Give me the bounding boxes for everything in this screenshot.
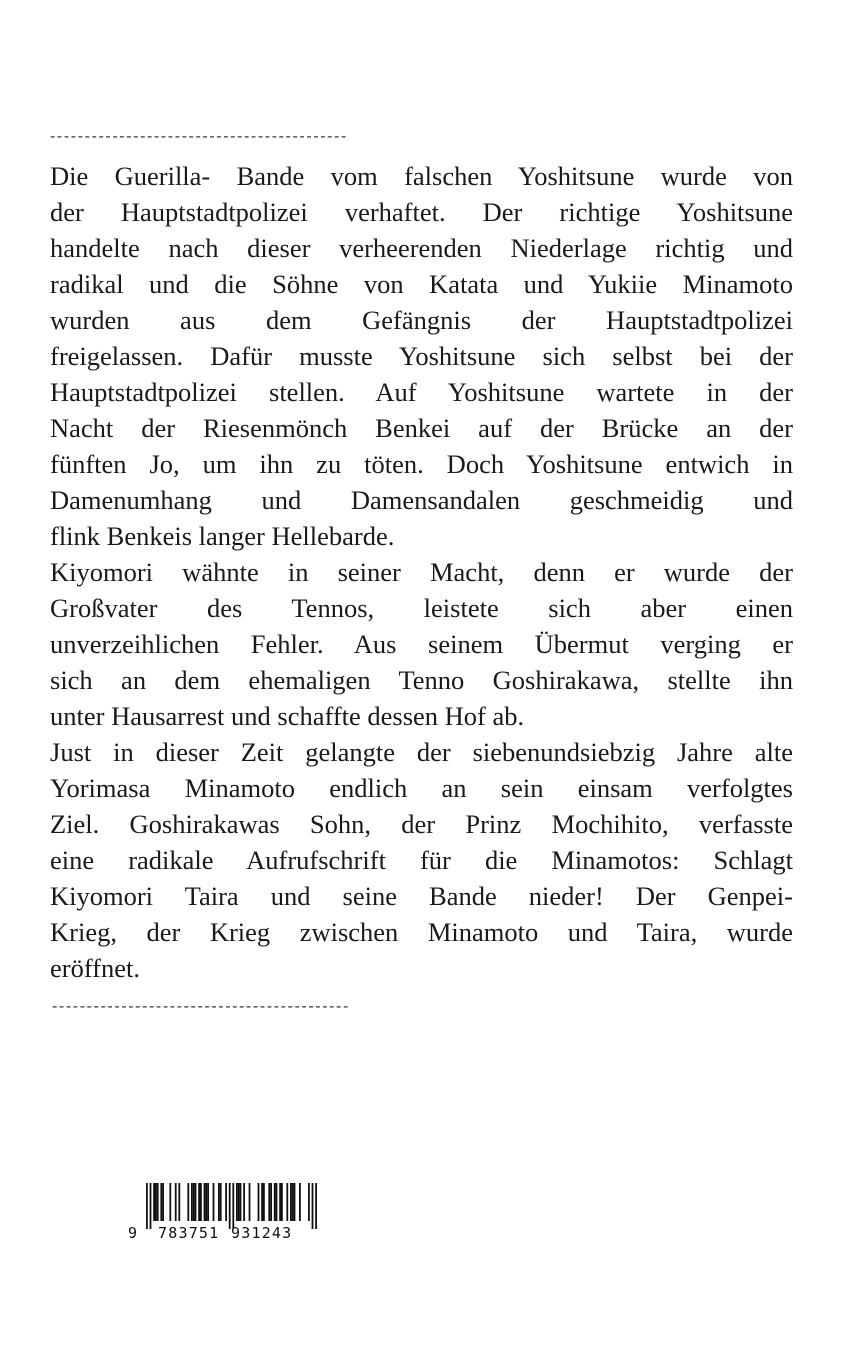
barcode-bar: [225, 1183, 227, 1221]
barcode-bar: [315, 1183, 317, 1229]
barcode-bar: [286, 1183, 288, 1221]
text-line: unter Hausarrest und schaffte dessen Hof ab.: [50, 701, 525, 731]
text-line: flink Benkeis langer Hellebarde.: [50, 521, 395, 551]
barcode-bar: [261, 1183, 263, 1221]
text-line: handelte nach dieser verheerenden Niederlage richtig und: [50, 233, 793, 263]
barcode-bar: [187, 1183, 189, 1221]
text-line: Die Guerilla- Bande vom falschen Yoshitsune wurde von: [50, 161, 793, 191]
text-line: Kiyomori Taira und seine Bande nieder! Der Genpei-: [50, 881, 793, 911]
barcode-bar: [162, 1183, 164, 1221]
text-line: Kiyomori wähnte in seiner Macht, denn er wurde der: [50, 557, 793, 587]
text-line: der Hauptstadtpolizei verhaftet. Der richtige Yoshitsune: [50, 197, 793, 227]
top-separator: -------------------------------------------: [50, 128, 348, 145]
text-line: Krieg, der Krieg zwischen Minamoto und Taira, wurde: [50, 917, 793, 947]
barcode-right-digits: 931243: [231, 1224, 293, 1242]
text-line: unverzeihlichen Fehler. Aus seinem Übermut verging er: [50, 629, 793, 659]
barcode-left-digits: 783751: [158, 1224, 220, 1242]
barcode-bar: [274, 1183, 276, 1221]
barcode-bar: [276, 1183, 278, 1221]
text-line: wurden aus dem Gefängnis der Hauptstadtpolizei: [50, 305, 793, 335]
barcode-bar: [270, 1183, 272, 1221]
barcode-bar: [279, 1183, 281, 1221]
barcode-bar: [268, 1183, 270, 1221]
text-line: eine radikale Aufrufschrift für die Minamotos: Schlagt: [50, 845, 793, 875]
text-line: Ziel. Goshirakawas Sohn, der Prinz Mochihito, verfasste: [50, 809, 793, 839]
text-line: Großvater des Tennos, leistete sich aber einen: [50, 593, 793, 623]
barcode-bar: [193, 1183, 195, 1221]
barcode-bar: [240, 1183, 242, 1221]
text-line: sich an dem ehemaligen Tenno Goshirakawa, stellte ihn: [50, 665, 793, 695]
barcode-bar: [150, 1183, 152, 1229]
barcode-first-digit: 9: [128, 1224, 139, 1242]
barcode-bar: [207, 1183, 209, 1221]
barcode-bar: [243, 1183, 245, 1221]
barcode-bar: [236, 1183, 238, 1221]
text-line: freigelassen. Dafür musste Yoshitsune sich selbst bei der: [50, 341, 793, 371]
barcode-bar: [213, 1183, 215, 1221]
barcode-bar: [232, 1183, 234, 1229]
barcode-bar: [218, 1183, 220, 1221]
text-line: Nacht der Riesenmönch Benkei auf der Brücke an der: [50, 413, 793, 443]
barcode-bar: [205, 1183, 207, 1221]
barcode-bar: [195, 1183, 197, 1221]
barcode-bar: [198, 1183, 200, 1221]
barcode-bar: [160, 1183, 162, 1221]
barcode-bar: [220, 1183, 222, 1221]
text-line: Yorimasa Minamoto endlich an sein einsam verfolgtes: [50, 773, 793, 803]
text-line: Just in dieser Zeit gelangte der siebenundsiebzig Jahre alte: [50, 737, 793, 767]
text-line: radikal und die Söhne von Katata und Yukiie Minamoto: [50, 269, 793, 299]
barcode-bar: [157, 1183, 159, 1221]
barcode-bar: [290, 1183, 292, 1221]
barcode-bar: [238, 1183, 240, 1221]
barcode-bar: [292, 1183, 294, 1221]
barcode-bar: [204, 1183, 206, 1221]
barcode-bar: [258, 1183, 260, 1221]
barcode-bar: [229, 1183, 231, 1229]
barcode-bar: [153, 1183, 155, 1221]
bottom-separator: -------------------------------------------: [52, 998, 350, 1015]
barcode-bar: [200, 1183, 202, 1221]
barcode-bar: [169, 1183, 171, 1221]
barcode-bar: [178, 1183, 180, 1221]
barcode-bar: [191, 1183, 193, 1221]
barcode-bar: [312, 1183, 314, 1229]
text-line: Hauptstadtpolizei stellen. Auf Yoshitsune wartete in der: [50, 377, 793, 407]
barcode-bar: [263, 1183, 265, 1221]
text-line: eröffnet.: [50, 953, 141, 983]
text-line: Damenumhang und Damensandalen geschmeidig und: [50, 485, 793, 515]
barcode-bar: [281, 1183, 283, 1221]
barcode-bar: [308, 1183, 310, 1221]
barcode-bar: [146, 1183, 148, 1229]
blurb-text: [50, 158, 793, 986]
barcode-bar: [175, 1183, 177, 1221]
barcode-bar: [299, 1183, 301, 1221]
barcode-bar: [155, 1183, 157, 1221]
barcode-bar: [249, 1183, 251, 1221]
text-line: fünften Jo, um ihn zu töten. Doch Yoshitsune entwich in: [50, 449, 793, 479]
barcode-bar: [294, 1183, 296, 1221]
